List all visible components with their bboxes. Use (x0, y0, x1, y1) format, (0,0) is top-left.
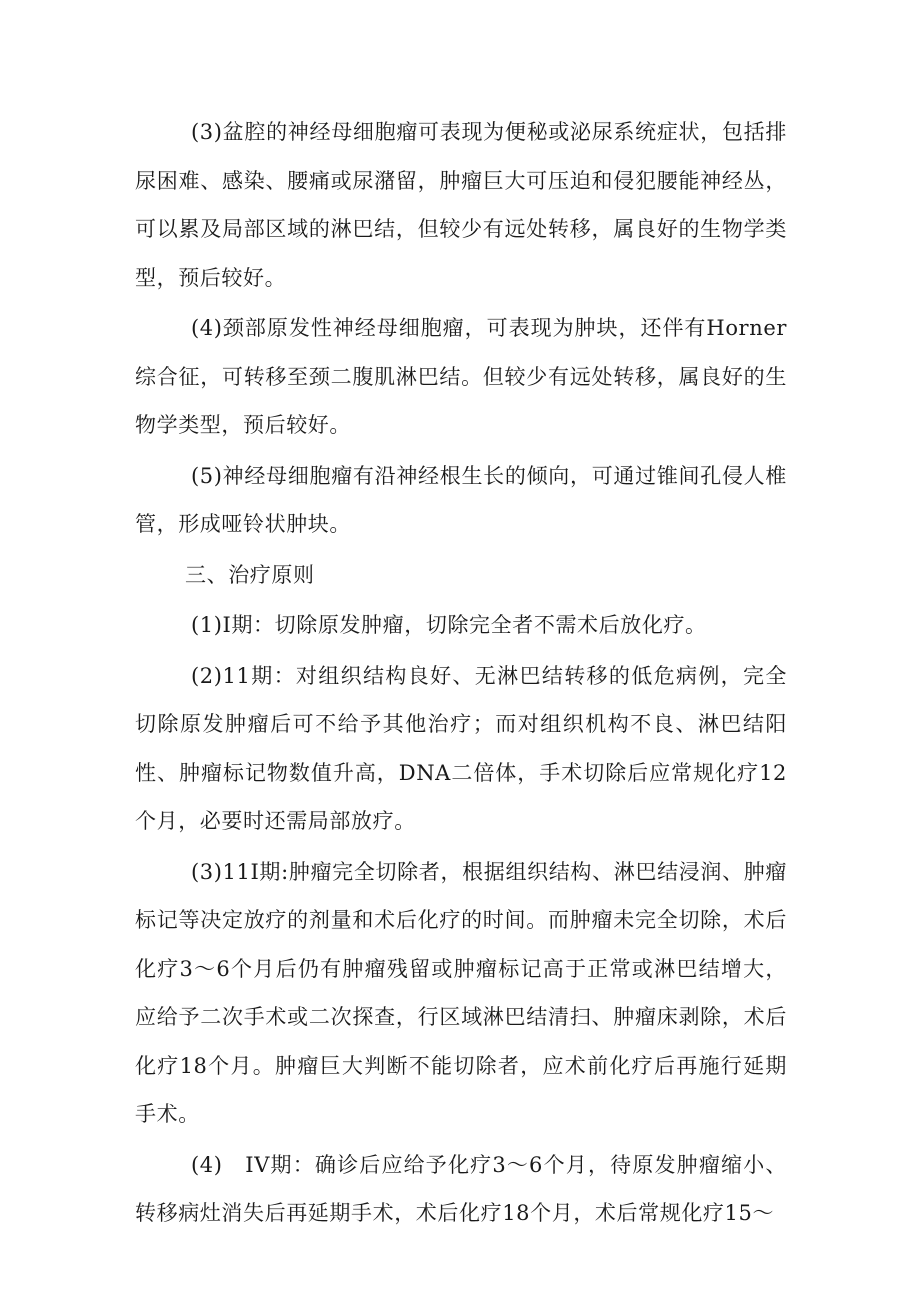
treatment-stage-2: (2)11期：对组织结构良好、无淋巴结转移的低危病例，完全切除原发肿瘤后可不给予其他治疗；而对组织机构不良、淋巴结阳性、肿瘤标记物数值升高，DNA二倍体，手术切除后应常规化疗12个月，必要时还需局部放疗。 (135, 663, 787, 833)
treatment-stage-4: (4) IV期：确诊后应给予化疗3～6个月，待原发肿瘤缩小、转移病灶消失后再延期手术，术后化疗18个月，术后常规化疗15～ (135, 1152, 787, 1225)
treatment-stage-1: (1)I期：切除原发肿瘤，切除完全者不需术后放化疗。 (191, 613, 707, 637)
paragraph-cervical: (4)颈部原发性神经母细胞瘤，可表现为肿块，还伴有Horner综合征，可转移至颈二腹肌淋巴结。但较少有远处转移，属良好的生物学类型，预后较好。 (135, 316, 787, 437)
document-page (135, 108, 787, 1240)
paragraph-dumbbell: (5)神经母细胞瘤有沿神经根生长的倾向，可通过锥间孔侵人椎管，形成哑铃状肿块。 (135, 463, 787, 536)
paragraph-pelvic: (3)盆腔的神经母细胞瘤可表现为便秘或泌尿系统症状，包括排尿困难、感染、腰痛或尿潴留，肿瘤巨大可压迫和侵犯腰能神经丛，可以累及局部区域的淋巴结，但较少有远处转移，属良好的生物学类型，预后较好。 (135, 120, 787, 290)
section-heading-treatment: 三、治疗原则 (185, 562, 315, 587)
treatment-stage-3: (3)11I期:肿瘤完全切除者，根据组织结构、淋巴结浸润、肿瘤标记等决定放疗的剂量和术后化疗的时间。而肿瘤未完全切除，术后化疗3～6个月后仍有肿瘤残留或肿瘤标记高于正常或淋巴结增大，应给予二次手术或二次探查，行区域淋巴结清扫、肿瘤床剥除，术后化疗18个月。肿瘤巨大判断不能切除者，应术前化疗后再施行延期手术。 (135, 859, 787, 1126)
